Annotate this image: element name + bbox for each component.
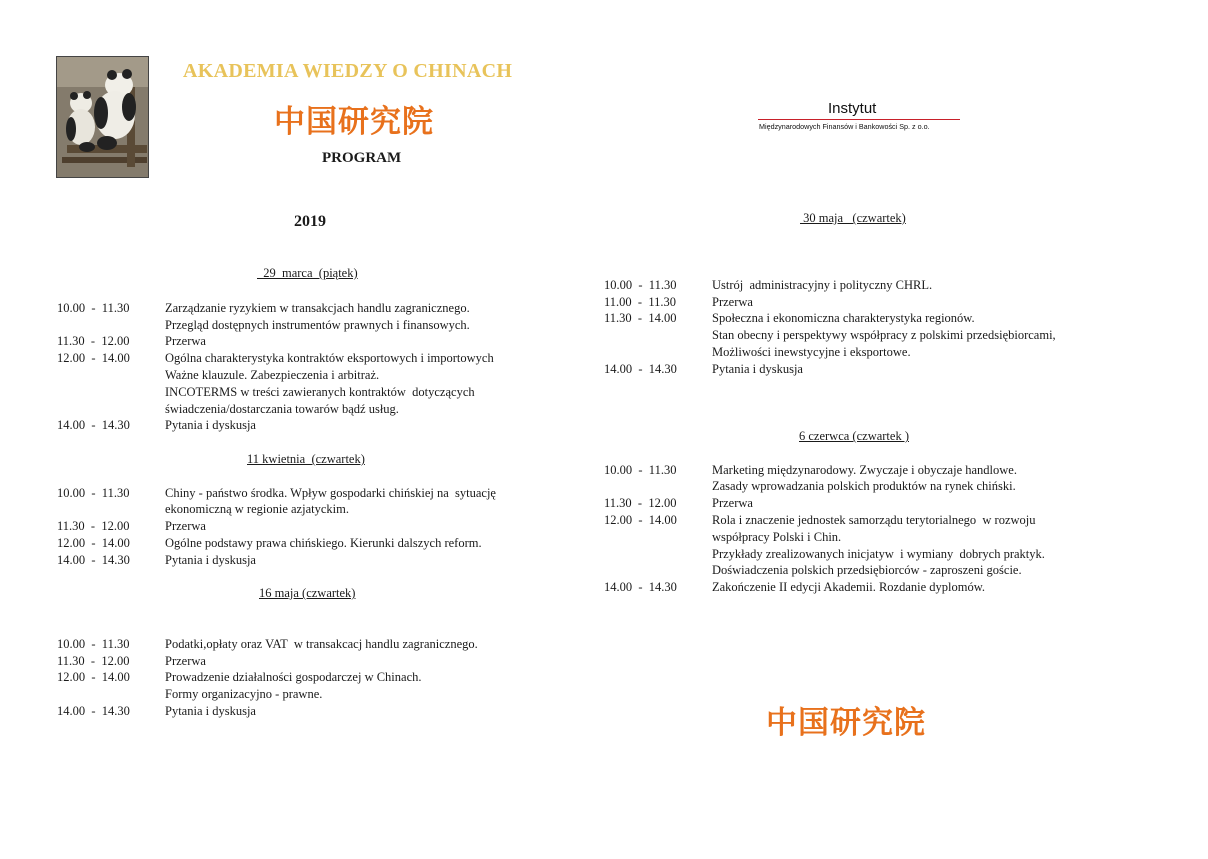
session-text: Pytania i dyskusja [165,418,256,432]
panda-photo [56,56,149,178]
chinese-title-footer: 中国研究院 [766,705,926,741]
session-text: Ważne klauzule. Zabezpieczenia i arbitraż. [165,368,380,382]
session-date: 6 czerwca (czwartek ) [799,429,909,443]
session-text: Ogólne podstawy prawa chińskiego. Kierunki dalszych reform. [165,536,482,550]
session-text: Przegląd dostępnych instrumentów prawnych i finansowych. [165,318,470,332]
session-text: Przerwa [165,519,206,533]
logo-name: Instytut [828,100,877,117]
session-time: 14.00 - 14.30 [604,580,677,594]
session-date: 11 kwietnia (czwartek) [247,452,365,466]
session-time: 14.00 - 14.30 [57,704,130,718]
session-time: 12.00 - 14.00 [57,670,130,684]
session-text: Przykłady zrealizowanych inicjatyw i wymiany dobrych praktyk. [712,547,1045,561]
session-text: Pytania i dyskusja [165,704,256,718]
session-text: Stan obecny i perspektywy współpracy z polskimi przedsiębiorcami, [712,328,1056,342]
session-time: 10.00 - 11.30 [604,463,677,477]
session-text: Przerwa [712,295,753,309]
session-time: 12.00 - 14.00 [57,351,130,365]
session-text: Przerwa [165,654,206,668]
session-text: Prowadzenie działalności gospodarczej w Chinach. [165,670,422,684]
session-time: 11.30 - 12.00 [604,496,677,510]
session-text: Pytania i dyskusja [165,553,256,567]
session-text: Społeczna i ekonomiczna charakterystyka regionów. [712,311,975,325]
chinese-title: 中国研究院 [274,104,434,140]
session-text: świadczenia/dostarczania towarów bądź usług. [165,402,399,416]
session-text: Podatki,opłaty oraz VAT w transakcacj handlu zagranicznego. [165,637,478,651]
session-text: Zarządzanie ryzykiem w transakcjach handlu zagranicznego. [165,301,470,315]
session-text: ekonomiczną w regionie azjatyckim. [165,502,349,516]
session-date: 30 maja (czwartek) [800,211,906,225]
institute-logo [756,100,961,136]
session-text: Przerwa [165,334,206,348]
session-time: 11.30 - 12.00 [57,334,130,348]
session-text: Pytania i dyskusja [712,362,803,376]
logo-divider [758,119,960,120]
session-time: 10.00 - 11.30 [57,486,130,500]
session-text: Marketing międzynarodowy. Zwyczaje i obyczaje handlowe. [712,463,1017,477]
session-time: 11.00 - 11.30 [604,295,676,309]
session-text: Przerwa [712,496,753,510]
session-time: 12.00 - 14.00 [604,513,677,527]
year-label: 2019 [294,213,326,230]
academy-title: AKADEMIA WIEDZY O CHINACH [183,60,513,82]
session-time: 11.30 - 12.00 [57,654,130,668]
session-text: Zasady wprowadzania polskich produktów na rynek chiński. [712,479,1016,493]
session-text: Doświadczenia polskich przedsiębiorców - zaproszeni goście. [712,563,1022,577]
session-text: Zakończenie II edycji Akademii. Rozdanie dyplomów. [712,580,986,594]
session-date: 16 maja (czwartek) [259,586,356,600]
session-time: 11.30 - 12.00 [57,519,130,533]
program-label: PROGRAM [322,150,402,166]
session-text: Możliwości inewstycyjne i eksportowe. [712,345,911,359]
session-text: współpracy Polski i Chin. [712,530,842,544]
logo-subtitle: Międzynarodowych Finansów i Bankowości Sp. z o.o. [759,122,930,131]
session-text: Ustrój administracyjny i polityczny CHRL. [712,278,933,292]
session-text: Formy organizacyjno - prawne. [165,687,323,701]
session-time: 10.00 - 11.30 [57,301,130,315]
session-time: 12.00 - 14.00 [57,536,130,550]
session-text: Rola i znaczenie jednostek samorządu terytorialnego w rozwoju [712,513,1036,527]
session-time: 14.00 - 14.30 [604,362,677,376]
session-text: Ogólna charakterystyka kontraktów eksportowych i importowych [165,351,494,365]
session-time: 14.00 - 14.30 [57,553,130,567]
session-text: INCOTERMS w treści zawieranych kontraktów dotyczących [165,385,475,399]
session-time: 10.00 - 11.30 [604,278,677,292]
session-time: 14.00 - 14.30 [57,418,130,432]
session-time: 10.00 - 11.30 [57,637,130,651]
session-date: 29 marca (piątek) [257,266,358,280]
session-text: Chiny - państwo środka. Wpływ gospodarki chińskiej na sytuację [165,486,496,500]
session-time: 11.30 - 14.00 [604,311,677,325]
